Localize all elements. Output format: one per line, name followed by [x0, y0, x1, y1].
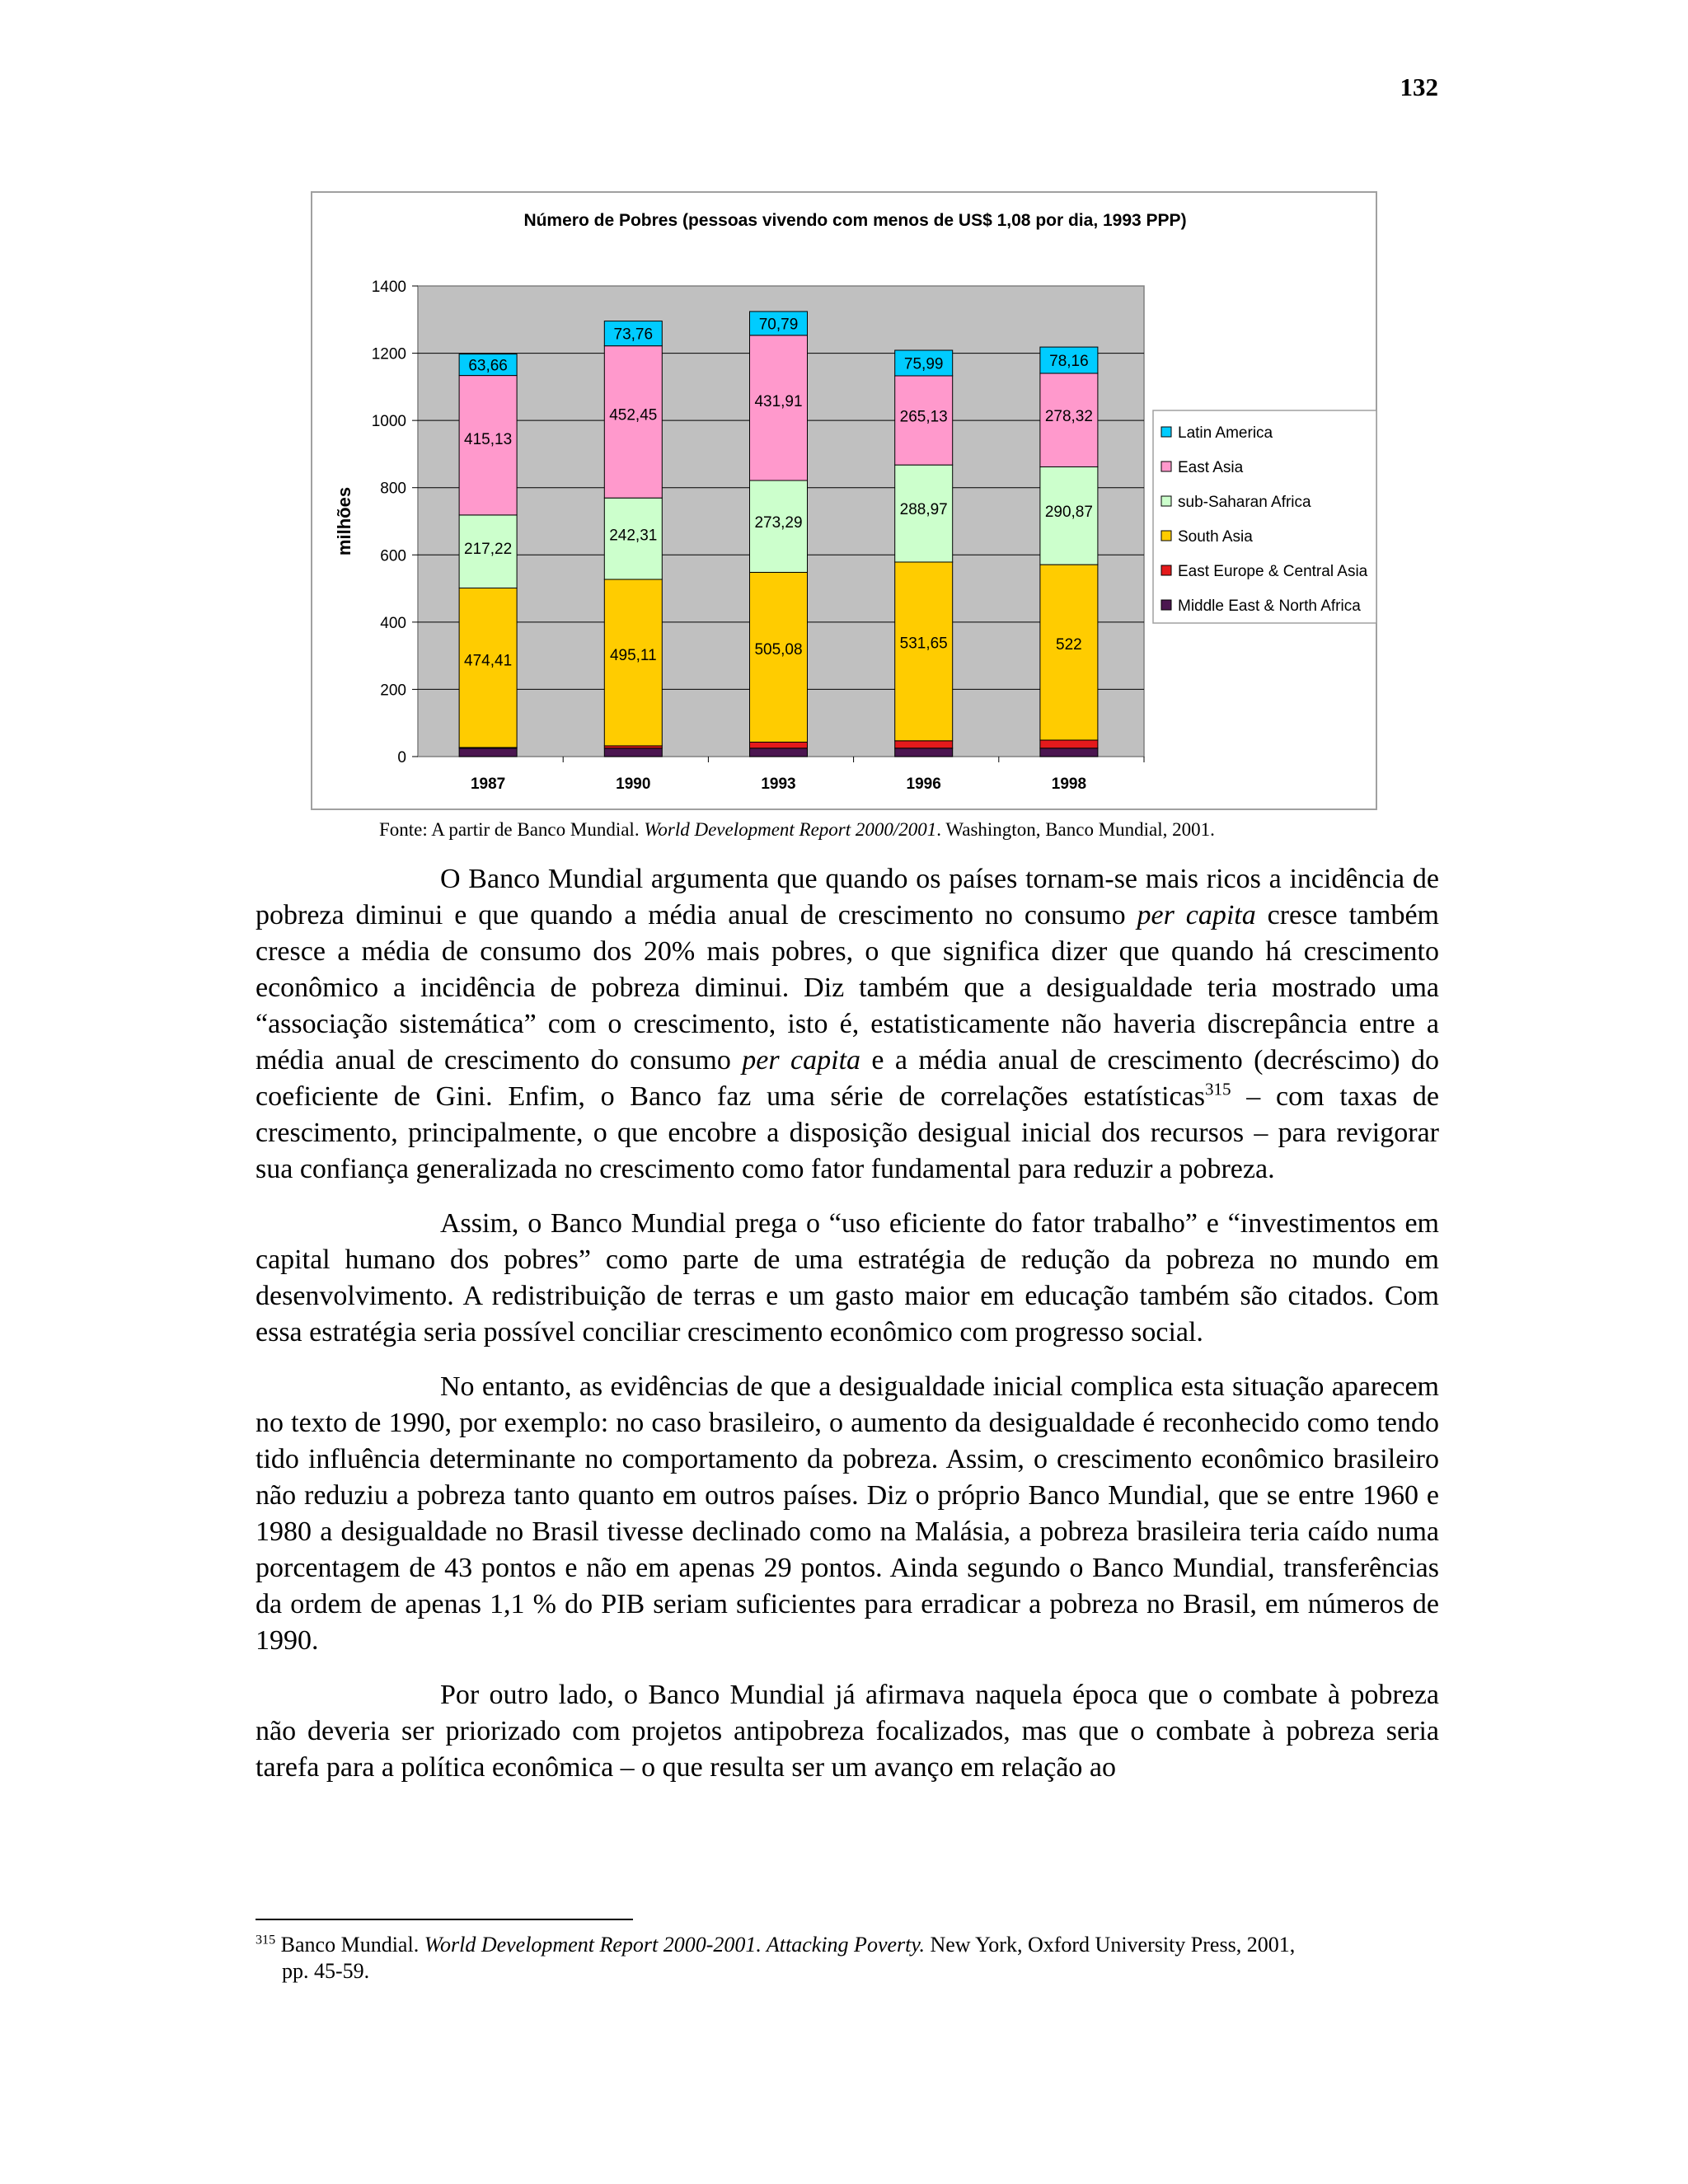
bar-segment — [1040, 748, 1098, 757]
data-label: 273,29 — [754, 514, 803, 532]
footnote-title: World Development Report 2000-2001. Attacking Poverty. — [424, 1933, 925, 1957]
legend-label: South Asia — [1178, 528, 1253, 546]
p1-text-c: e a média anual de crescimento (decréscimo) do coeficiente de Gini. Enfim, o Banco faz uma série de correlações estatísticas — [256, 1045, 1439, 1112]
footnote-line-1 — [256, 1932, 1439, 1958]
bar-segment — [895, 748, 953, 757]
data-label: 288,97 — [899, 501, 948, 519]
data-label: 290,87 — [1044, 503, 1093, 521]
bar-segment — [604, 748, 662, 757]
p1-italic-per-capita-1: per capita — [1137, 900, 1256, 930]
data-label: 242,31 — [609, 527, 658, 545]
paragraph-3: No entanto, as evidências de que a desigualdade inicial complica esta situação aparecem no texto de 1990, por exemplo: no caso brasileiro, o aumento da desigualdade é reconhecido como tendo tido influência determinante no comportamento da pobreza. Assim, o crescimento econômico brasileiro não reduziu a pobreza tanto quanto em outros países. Diz o próprio Banco Mundial, que se entre 1960 e 1980 a desigualdade no Brasil tivesse declinado como na Malásia, a pobreza brasileira teria caído numa porcentagem de 43 pontos e não em apenas 29 pontos. Ainda segundo o Banco Mundial, transferências da ordem de apenas 1,1 % do PIB seriam suficientes para erradicar a pobreza no Brasil, em números de 1990. — [256, 1371, 1439, 1656]
x-tick-label: 1990 — [616, 776, 651, 793]
data-label: 265,13 — [899, 408, 948, 426]
legend-label: East Asia — [1178, 459, 1244, 476]
bar-segment — [1040, 740, 1098, 748]
y-tick-label: 1200 — [371, 345, 406, 363]
y-tick-label: 0 — [397, 749, 406, 766]
p1-text-d: – com taxas de crescimento, principalmente, o que encobre a disposição desigual inicial dos recursos – para revigorar sua confiança generalizada no crescimento como fator fundamental para reduzir a pobreza. — [256, 1081, 1439, 1184]
footnote-text-a: Banco Mundial. — [275, 1933, 424, 1957]
stacked-bar-chart — [312, 193, 1379, 812]
bar-segment — [750, 742, 808, 748]
source-suffix: . Washington, Banco Mundial, 2001. — [936, 819, 1215, 840]
data-label: 73,76 — [613, 326, 654, 344]
y-tick-label: 600 — [380, 547, 406, 565]
data-label: 531,65 — [899, 635, 948, 653]
chart-frame — [311, 191, 1377, 810]
y-tick-label: 1000 — [371, 413, 406, 431]
p1-italic-per-capita-2: per capita — [742, 1045, 861, 1076]
legend-swatch — [1161, 600, 1171, 610]
data-label: 495,11 — [609, 646, 657, 664]
footnote-line-2: pp. 45-59. — [282, 1959, 370, 1983]
legend-swatch — [1161, 496, 1171, 506]
legend-label: East Europe & Central Asia — [1178, 563, 1368, 580]
page-number: 132 — [1400, 73, 1438, 101]
bar-segment — [459, 748, 517, 757]
data-label: 70,79 — [758, 316, 799, 334]
legend-swatch — [1161, 565, 1171, 575]
source-title: World Development Report 2000/2001 — [644, 819, 937, 840]
source-prefix: Fonte: A partir de Banco Mundial. — [379, 819, 645, 840]
data-label: 78,16 — [1049, 353, 1089, 371]
data-label: 278,32 — [1044, 408, 1093, 426]
y-axis-label: milhões — [334, 486, 354, 556]
legend-swatch — [1161, 531, 1171, 541]
chart-source — [379, 819, 1215, 841]
data-label: 474,41 — [464, 652, 513, 670]
footnote-number: 315 — [256, 1933, 276, 1947]
legend-swatch — [1161, 462, 1171, 471]
data-label: 75,99 — [903, 355, 944, 373]
x-tick-label: 1993 — [761, 776, 796, 793]
x-tick-label: 1998 — [1051, 776, 1087, 793]
y-tick-label: 400 — [380, 614, 406, 632]
bar-segment — [895, 741, 953, 748]
legend-label: sub-Saharan Africa — [1178, 494, 1311, 511]
legend-label: Middle East & North Africa — [1178, 598, 1361, 615]
data-label: 505,08 — [754, 641, 803, 659]
y-tick-label: 800 — [380, 480, 406, 498]
data-label: 415,13 — [464, 430, 513, 448]
bar-segment — [750, 748, 808, 757]
y-tick-label: 1400 — [371, 279, 406, 296]
chart-title: Número de Pobres (pessoas vivendo com menos de US$ 1,08 por dia, 1993 PPP) — [523, 211, 1187, 230]
p1-text-a: O Banco Mundial argumenta que quando os países tornam-se mais ricos a incidência de pobreza diminui e que quando a média anual de crescimento no consumo — [256, 864, 1439, 930]
paragraph-2: Assim, o Banco Mundial prega o “uso eficiente do fator trabalho” e “investimentos em capital humano dos pobres” como parte de uma estratégia de redução da pobreza no mundo em desenvolvimento. A redistribuição de terras e um gasto maior em educação também são citados. Com essa estratégia seria possível conciliar crescimento econômico com progresso social. — [256, 1208, 1439, 1347]
footnote-rule — [256, 1919, 633, 1920]
data-label: 522 — [1056, 635, 1082, 654]
footnote-ref-315[interactable]: 315 — [1204, 1079, 1231, 1099]
x-tick-label: 1987 — [470, 776, 506, 793]
data-label: 452,45 — [609, 406, 658, 424]
data-label: 217,22 — [464, 540, 513, 558]
y-tick-label: 200 — [380, 682, 406, 700]
paragraph-4: Por outro lado, o Banco Mundial já afirmava naquela época que o combate à pobreza não deveria ser priorizado com projetos antipobreza focalizados, mas que o combate à pobreza seria tarefa para a política econômica – o que resulta ser um avanço em relação ao — [256, 1680, 1439, 1783]
legend-box — [1153, 410, 1376, 623]
data-label: 431,91 — [754, 393, 803, 411]
footnote — [256, 1932, 1439, 1985]
legend-swatch — [1161, 427, 1171, 437]
p1-text-b: cresce também cresce a média de consumo dos 20% mais pobres, o que significa dizer que quando há crescimento econômico a incidência de pobreza diminui. Diz também que a desigualdade teria mostrado uma “associação sistemática” com o crescimento, isto é, estatisticamente não haveria discrepância entre a média anual de crescimento do consumo — [256, 900, 1439, 1076]
x-tick-label: 1996 — [906, 776, 941, 793]
body-text — [256, 861, 1439, 1804]
data-label: 63,66 — [468, 357, 508, 375]
footnote-text-b: New York, Oxford University Press, 2001, — [924, 1933, 1296, 1957]
paragraph-1 — [256, 861, 1439, 1188]
legend-label: Latin America — [1178, 424, 1273, 442]
